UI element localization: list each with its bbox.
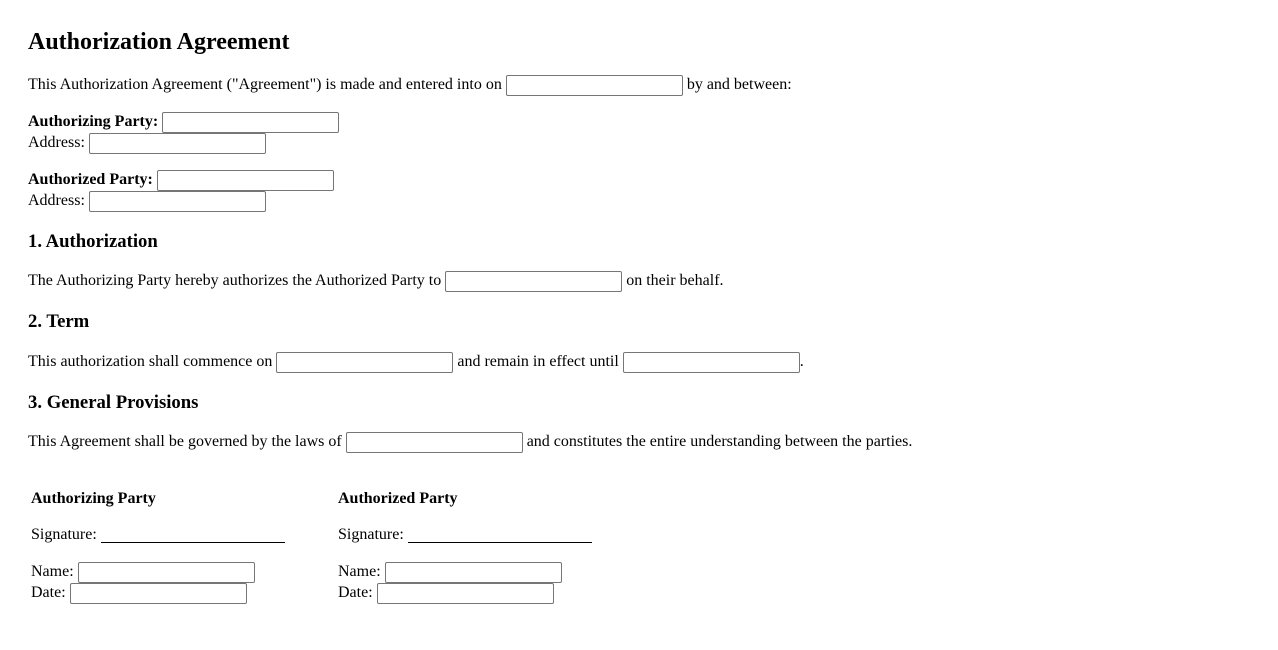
section-general-provisions-heading: 3. General Provisions <box>28 392 199 413</box>
intro-text-before: This Authorization Agreement ("Agreement") is made and entered into on <box>28 76 502 93</box>
authorizing-party-label: Authorizing Party: <box>28 113 159 130</box>
provisions-line <box>28 431 912 453</box>
authorization-text-after: on their behalf. <box>626 272 724 289</box>
authorizing-date-row <box>31 582 251 604</box>
authorization-text-before: The Authorizing Party hereby authorizes the Authorized Party to <box>28 272 442 289</box>
authorization-line <box>28 270 724 292</box>
authorizing-signature-label: Signature: <box>31 526 97 543</box>
term-start-input[interactable] <box>276 352 453 373</box>
agreement-date-input[interactable] <box>506 75 683 96</box>
term-end-input[interactable] <box>623 352 800 373</box>
authorized-signature-row <box>338 524 592 546</box>
authorization-scope-input[interactable] <box>445 271 622 292</box>
authorizing-name-row <box>31 561 259 583</box>
term-text-after: . <box>799 353 804 370</box>
authorized-date-input[interactable] <box>377 583 554 604</box>
provisions-text-before: This Agreement shall be governed by the laws of <box>28 433 342 450</box>
authorizing-party-input[interactable] <box>162 112 339 133</box>
authorized-name-label: Name: <box>338 563 381 580</box>
authorizing-signature-line[interactable] <box>101 527 285 543</box>
authorized-signature-heading: Authorized Party <box>338 490 458 507</box>
authorizing-date-label: Date: <box>31 584 66 601</box>
authorized-signature-label: Signature: <box>338 526 404 543</box>
authorized-address-input[interactable] <box>89 191 266 212</box>
authorized-name-input[interactable] <box>385 562 562 583</box>
provisions-text-after: and constitutes the entire understanding between the parties. <box>526 433 913 450</box>
authorized-party-line <box>28 169 338 191</box>
authorized-party-label: Authorized Party: <box>28 171 153 188</box>
authorizing-date-input[interactable] <box>70 583 247 604</box>
authorizing-address-input[interactable] <box>89 133 266 154</box>
authorized-date-label: Date: <box>338 584 373 601</box>
authorized-address-label: Address: <box>28 192 85 209</box>
authorizing-party-line <box>28 111 343 133</box>
page-title: Authorization Agreement <box>28 29 290 55</box>
section-term-heading: 2. Term <box>28 311 90 332</box>
authorized-party-input[interactable] <box>157 170 334 191</box>
authorized-address-line <box>28 190 270 212</box>
authorizing-name-label: Name: <box>31 563 74 580</box>
authorizing-address-line <box>28 132 270 154</box>
authorizing-address-label: Address: <box>28 134 85 151</box>
term-text-before: This authorization shall commence on <box>28 353 273 370</box>
term-text-middle: and remain in effect until <box>457 353 619 370</box>
section-authorization-heading: 1. Authorization <box>28 231 158 252</box>
authorizing-signature-heading: Authorizing Party <box>31 490 156 507</box>
authorized-name-row <box>338 561 566 583</box>
authorized-date-row <box>338 582 558 604</box>
intro-line <box>28 74 792 96</box>
intro-text-after: by and between: <box>686 76 792 93</box>
authorizing-name-input[interactable] <box>78 562 255 583</box>
authorized-signature-line[interactable] <box>408 527 592 543</box>
governing-law-input[interactable] <box>346 432 523 453</box>
term-line <box>28 351 804 373</box>
authorizing-signature-row <box>31 524 285 546</box>
